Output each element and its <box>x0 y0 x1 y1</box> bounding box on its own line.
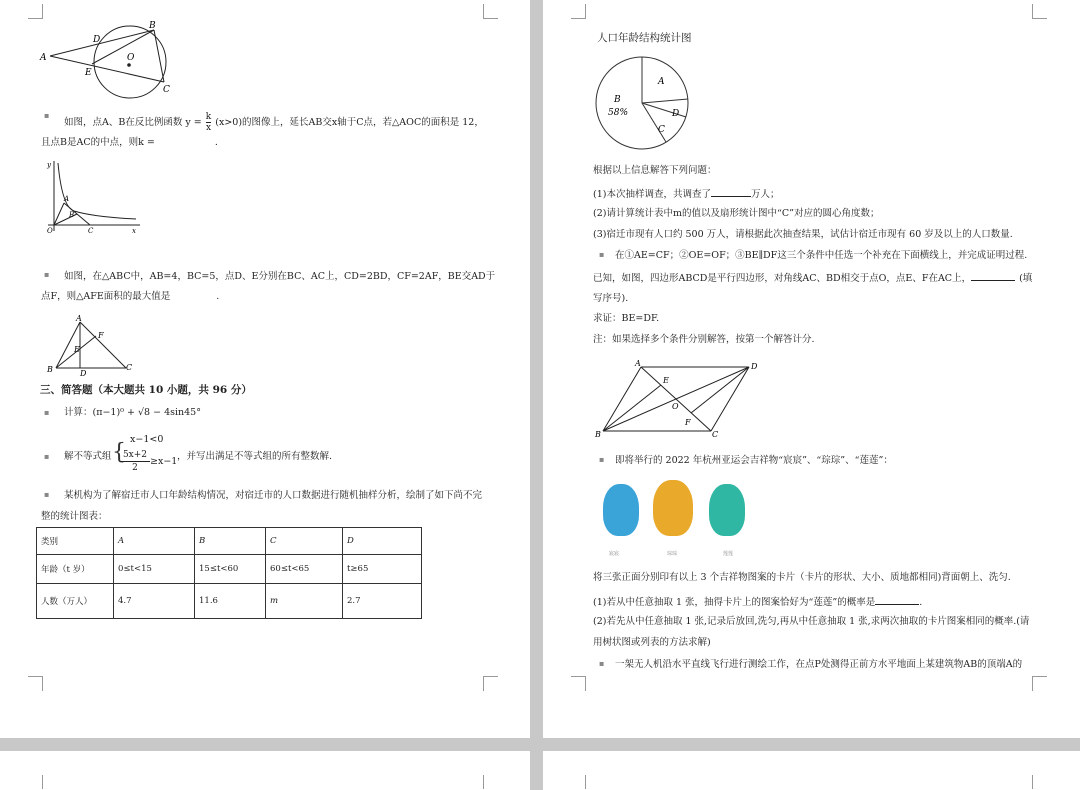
card-q1 <box>593 594 922 610</box>
scoring-note: 注：如果选择多个条件分别解答，按第一个解答计分. <box>593 334 815 345</box>
label-B: B <box>595 430 601 439</box>
document-page-next-right <box>543 751 1080 790</box>
question-triangle-line2: 点F，则△AFE面积的最大值是 . <box>41 291 220 302</box>
crop-mark <box>483 775 498 789</box>
pie-label-B-percent: 58% <box>608 108 629 118</box>
section-title: 三、简答题（本大题共 10 小题，共 96 分） <box>40 384 252 396</box>
crop-mark <box>1032 676 1047 691</box>
label-D: D <box>80 369 87 378</box>
question-text: 已知，如图，四边形ABCD是平行四边形，对角线AC、BD相交于点O，点E、F在AC上， <box>593 273 972 284</box>
label-D: D <box>751 362 758 371</box>
list-bullet: ▪ <box>44 490 50 499</box>
table-row <box>37 584 422 619</box>
question-triangle-line1: 如图，在△ABC中，AB=4，BC=5，点D、E分别在BC、AC上，CD=2BD，CF=2AF，BE交AD于 <box>64 271 496 282</box>
parallelogram-figure <box>595 361 765 441</box>
questions-intro: 根据以上信息解答下列问题： <box>593 165 717 176</box>
pie-chart-title: 人口年龄结构统计图 <box>597 32 692 44</box>
table-cell: 人数（万人） <box>37 584 114 619</box>
statistics-table <box>36 527 422 619</box>
list-bullet: ▪ <box>44 452 50 461</box>
table-row <box>37 555 422 584</box>
inequality-fraction <box>120 449 150 474</box>
mascot-caption: 琮琮 <box>667 551 678 557</box>
question-survey-line2: 整的统计图表： <box>41 511 108 522</box>
known-line2: 写序号). <box>593 293 629 304</box>
crop-mark <box>28 4 43 19</box>
label-A: A <box>635 359 641 368</box>
survey-q1 <box>593 186 779 202</box>
label-O: O <box>672 402 679 411</box>
document-page-left <box>0 0 530 738</box>
table-cell: 0≤t<15 <box>114 555 195 584</box>
table-cell: 11.6 <box>195 584 266 619</box>
question-inequality-prefix: 解不等式组 <box>64 451 112 462</box>
question-inverse-line2: 且点B是AC的中点，则k = . <box>41 137 218 148</box>
fraction-bottom: x <box>205 123 212 133</box>
fraction-top: k <box>205 112 212 122</box>
label-C: C <box>712 430 719 439</box>
label-B: B <box>69 211 75 219</box>
table-cell: C <box>266 528 343 555</box>
pie-label-D: D <box>672 109 680 119</box>
fraction-top: 5x+2 <box>120 449 150 462</box>
inequality-eq2-rhs: ≥x−1 <box>150 456 178 467</box>
crop-mark <box>28 676 43 691</box>
question-text: . <box>919 597 923 608</box>
fraction-bottom: 2 <box>132 463 138 473</box>
card-q2-line1: (2)若先从中任意抽取 1 张,记录后放回,洗匀,再从中任意抽取 1 张,求两次抽取的卡片图案相同的概率.(请 <box>593 616 1030 627</box>
answer-blank <box>971 270 1015 281</box>
table-cell: 15≤t<60 <box>195 555 266 584</box>
table-row <box>37 528 422 555</box>
label-E: E <box>85 68 92 78</box>
question-text: (1)若从中任意抽取 1 张，抽得卡片上的图案恰好为“莲莲”的概率是 <box>593 597 876 608</box>
pie-label-A: A <box>658 77 665 87</box>
question-text: 如图，点A、B在反比例函数 y = <box>64 117 202 128</box>
question-text: (1)本次抽样调查，共调查了 <box>593 189 711 200</box>
pie-label-B: B <box>614 95 621 105</box>
label-A: A <box>64 195 70 203</box>
crop-mark <box>1032 4 1047 19</box>
label-D: D <box>93 35 101 45</box>
mascot-caption: 莲莲 <box>723 551 734 557</box>
survey-q3: (3)宿迁市现有人口约 500 万人，请根据此次抽查结果，试估计宿迁市现有 60 岁及以上的人口数量. <box>593 229 1013 240</box>
crop-mark <box>571 775 586 789</box>
prove-statement: 求证：BE=DF. <box>593 313 660 324</box>
list-bullet: ▪ <box>599 659 605 668</box>
survey-q2: (2)请计算统计表中m的值以及扇形统计图中“C”对应的圆心角度数； <box>593 208 880 219</box>
list-bullet: ▪ <box>44 270 50 279</box>
inequality-eq1: x−1<0 <box>130 434 164 445</box>
question-survey-line1: 某机构为了解宿迁市人口年龄结构情况，对宿迁市的人口数据进行随机抽样分析，绘制了如下尚不完 <box>64 490 483 501</box>
circle-tangent-figure <box>36 18 216 103</box>
table-cell: t≥65 <box>343 555 422 584</box>
answer-blank <box>875 594 919 605</box>
mascot-intro: 即将举行的 2022 年杭州亚运会吉祥物“宸宸”、“琮琮”、“莲莲”： <box>615 455 893 466</box>
crop-mark <box>571 4 586 19</box>
table-cell: 类别 <box>37 528 114 555</box>
mascot-congcong-image <box>603 484 639 536</box>
mascot-image-group <box>595 478 755 562</box>
label-C: C <box>126 363 133 372</box>
label-F: F <box>98 331 104 340</box>
label-E: E <box>663 376 669 385</box>
label-E: E <box>74 345 80 354</box>
known-line1 <box>593 270 1032 286</box>
label-O: O <box>127 53 135 63</box>
label-y: y <box>47 161 51 169</box>
drone-question: 一架无人机沿水平直线飞行进行测绘工作，在点P处测得正前方水平地面上某建筑物AB的顶端A的 <box>615 659 1023 670</box>
list-bullet: ▪ <box>599 250 605 259</box>
label-O: O <box>47 227 53 235</box>
label-C: C <box>163 85 170 95</box>
question-text: (x>0)的图像上，延长AB交x轴于C点，若△AOC的面积是 12， <box>215 117 484 128</box>
card-q2-line2: 用树状图或列表的方法求解) <box>593 637 711 648</box>
crop-mark <box>571 676 586 691</box>
crop-mark <box>483 4 498 19</box>
crop-mark <box>28 775 43 789</box>
brace-icon: { <box>112 440 126 465</box>
population-pie-chart <box>594 53 694 153</box>
table-cell: A <box>114 528 195 555</box>
question-compute: 计算：(π−1)⁰ + √8 − 4sin45° <box>64 407 201 418</box>
document-page-right <box>543 0 1080 738</box>
table-cell: 年龄（t 岁） <box>37 555 114 584</box>
label-B: B <box>47 365 53 374</box>
question-text: 万人； <box>750 189 780 200</box>
question-text: 点F，则△AFE面积的最大值是 <box>41 291 171 302</box>
mascot-chenchen-image <box>653 480 693 536</box>
table-cell: D <box>343 528 422 555</box>
question-inequality-suffix: ，并写出满足不等式组的所有整数解. <box>177 451 333 462</box>
hyperbola-graph-figure <box>44 157 154 237</box>
label-A: A <box>40 53 47 63</box>
pie-label-C: C <box>658 125 665 135</box>
label-F: F <box>685 418 691 427</box>
cards-line: 将三张正面分别印有以上 3 个吉祥物图案的卡片（卡片的形状、大小、质地都相同)背面朝上、洗匀. <box>593 572 1011 583</box>
mascot-caption: 宸宸 <box>609 551 620 557</box>
question-text: 且点B是AC的中点，则k = <box>41 137 155 148</box>
table-cell: 4.7 <box>114 584 195 619</box>
table-cell: B <box>195 528 266 555</box>
condition-line: 在①AE=CF；②OE=OF；③BE∥DF这三个条件中任选一个补充在下面横线上，并完成证明过程. <box>615 250 1028 261</box>
question-inverse-line1 <box>64 112 484 133</box>
table-cell: 2.7 <box>343 584 422 619</box>
crop-mark <box>1032 775 1047 789</box>
list-bullet: ▪ <box>44 111 50 120</box>
fraction-k-over-x <box>206 112 211 133</box>
label-x: x <box>132 227 136 235</box>
document-page-next-left <box>0 751 530 790</box>
question-text: (填 <box>1019 273 1033 284</box>
list-bullet: ▪ <box>44 408 50 417</box>
label-B: B <box>149 21 156 31</box>
table-cell: 60≤t<65 <box>266 555 343 584</box>
crop-mark <box>483 676 498 691</box>
mascot-lianlian-image <box>709 484 745 536</box>
triangle-abc-figure <box>46 316 146 378</box>
label-C: C <box>88 227 94 235</box>
label-A: A <box>76 314 82 323</box>
list-bullet: ▪ <box>599 455 605 464</box>
answer-blank <box>711 186 751 197</box>
table-cell: m <box>266 584 343 619</box>
